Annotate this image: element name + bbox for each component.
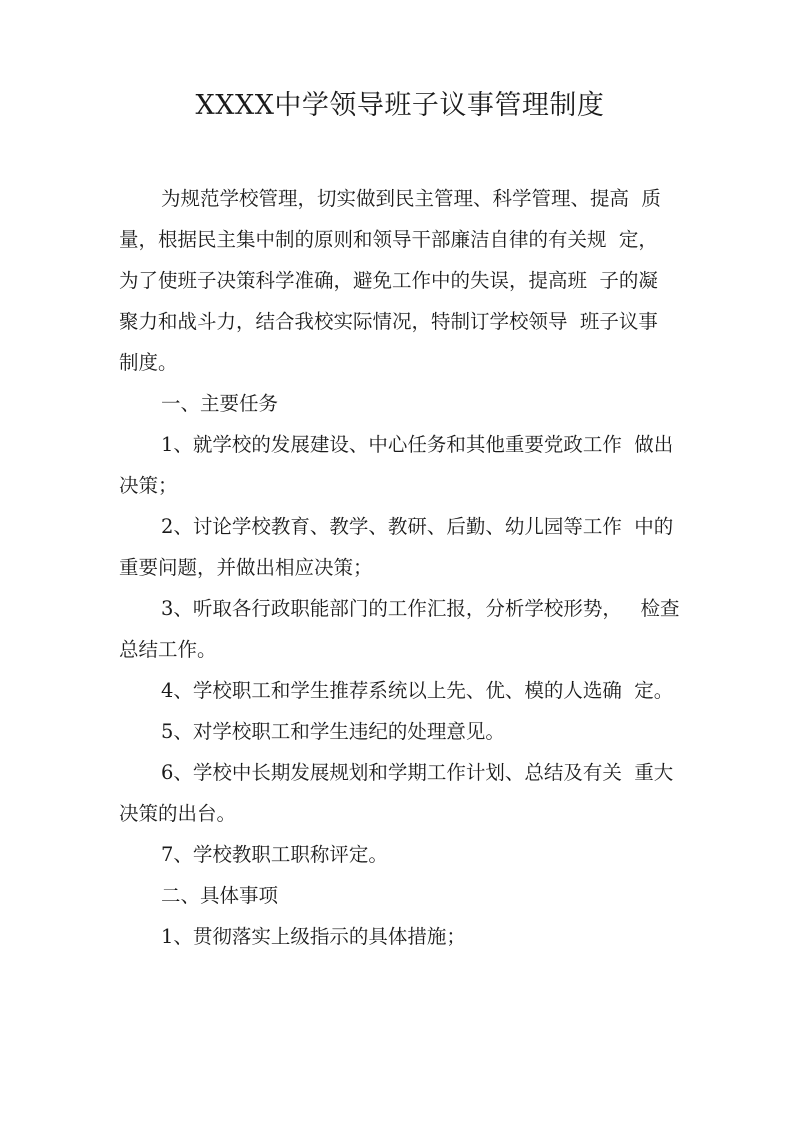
paragraph-intro-line-2: 量，根据民主集中制的原则和领导干部廉洁自律的有关规 定， bbox=[119, 228, 658, 251]
paragraph-intro-line-5: 制度。 bbox=[119, 351, 178, 374]
task-item-1-line-1: 1、就学校的发展建设、中心任务和其他重要党政工作 做出 bbox=[161, 433, 674, 456]
task-item-1-line-2: 决策； bbox=[119, 474, 178, 497]
task-item-3-line-1: 3、听取各行政职能部门的工作汇报，分析学校形势， 检查 bbox=[161, 597, 680, 620]
matter-item-1: 1、贯彻落实上级指示的具体措施； bbox=[161, 925, 466, 948]
task-item-7: 7、学校教职工职称评定。 bbox=[161, 843, 388, 866]
section-heading-specific-matters: 二、具体事项 bbox=[161, 884, 279, 907]
task-item-6-line-1: 6、学校中长期发展规划和学期工作计划、总结及有关 重大 bbox=[161, 761, 674, 784]
task-item-3-line-2: 总结工作。 bbox=[119, 638, 217, 661]
document-body bbox=[119, 178, 691, 957]
task-item-5: 5、对学校职工和学生违纪的处理意见。 bbox=[161, 720, 505, 743]
paragraph-intro-line-4: 聚力和战斗力，结合我校实际情况，特制订学校领导 班子议事 bbox=[119, 310, 658, 333]
task-item-4: 4、学校职工和学生推荐系统以上先、优、模的人选确 定。 bbox=[161, 679, 674, 702]
task-item-6-line-2: 决策的出台。 bbox=[119, 802, 237, 825]
task-item-2-line-1: 2、讨论学校教育、教学、教研、后勤、幼儿园等工作 中的 bbox=[161, 515, 674, 538]
section-heading-main-tasks: 一、主要任务 bbox=[161, 392, 279, 415]
document-title: XXXX中学领导班子议事管理制度 bbox=[195, 90, 605, 121]
task-item-2-line-2: 重要问题，并做出相应决策； bbox=[119, 556, 373, 579]
paragraph-intro-line-3: 为了使班子决策科学准确，避免工作中的失误，提高班 子的凝 bbox=[119, 269, 658, 292]
paragraph-intro-line-1: 为规范学校管理，切实做到民主管理、科学管理、提高 质 bbox=[161, 187, 661, 210]
